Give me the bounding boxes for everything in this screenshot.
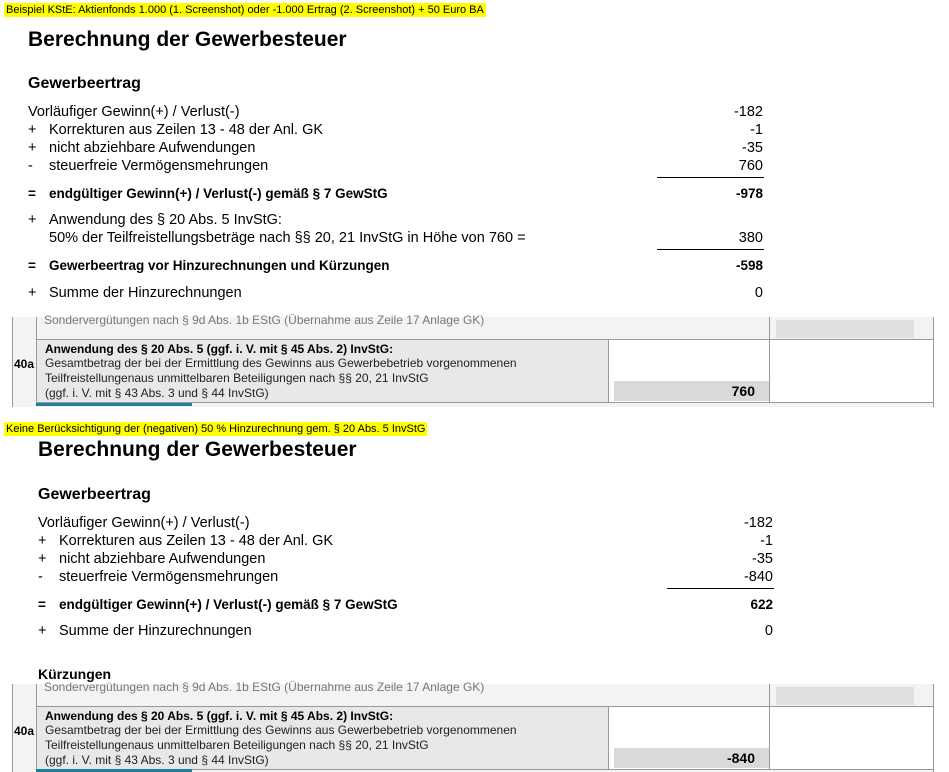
calc-row-total bbox=[38, 596, 778, 614]
row-label: 50% der Teilfreistellungsbeträge nach §§ 20, 21 InvStG in Höhe von 760 = bbox=[49, 230, 526, 246]
row-operator: = bbox=[38, 597, 46, 612]
page-title-2: Berechnung der Gewerbesteuer bbox=[38, 438, 357, 461]
row-value: 0 bbox=[764, 623, 773, 639]
row-operator: = bbox=[28, 186, 36, 201]
value-display: -840 bbox=[614, 748, 769, 768]
row-label: Anwendung des § 20 Abs. 5 InvStG: bbox=[49, 212, 282, 228]
row-operator: + bbox=[38, 551, 47, 567]
row-operator: - bbox=[28, 158, 33, 174]
row-operator: - bbox=[38, 569, 43, 585]
row-operator: + bbox=[28, 212, 37, 228]
form-line-text: (ggf. i. V. mit § 43 Abs. 3 und § 44 InvStG) bbox=[45, 386, 269, 400]
row-label: nicht abziehbare Aufwendungen bbox=[49, 140, 256, 156]
line-number: 40a bbox=[13, 357, 35, 371]
row-label: endgültiger Gewinn(+) / Verlust(-) gemäß § 7 GewStG bbox=[59, 597, 398, 612]
row-value: -182 bbox=[733, 104, 763, 120]
divider bbox=[769, 317, 770, 339]
form-line-text: Gesamtbetrag der bei der Ermittlung des Gewinns aus Gewerbebetrieb vorgenommenen bbox=[45, 723, 517, 737]
row-value: -598 bbox=[735, 258, 763, 273]
empty-field[interactable] bbox=[769, 706, 934, 770]
row-label: Vorläufiger Gewinn(+) / Verlust(-) bbox=[28, 104, 240, 120]
calc-row bbox=[28, 229, 768, 247]
empty-field[interactable] bbox=[769, 339, 934, 403]
row-operator: + bbox=[28, 285, 37, 301]
calc-row bbox=[38, 532, 778, 550]
calc-row bbox=[28, 121, 768, 139]
form-line-description bbox=[36, 339, 610, 403]
row-operator: + bbox=[38, 533, 47, 549]
calc-row-total bbox=[28, 257, 768, 275]
row-label: Summe der Hinzurechnungen bbox=[49, 285, 242, 301]
calc-row bbox=[28, 284, 768, 302]
divider bbox=[36, 317, 37, 339]
row-label: Vorläufiger Gewinn(+) / Verlust(-) bbox=[38, 515, 250, 531]
row-operator: + bbox=[38, 623, 47, 639]
calc-row bbox=[38, 622, 778, 640]
grey-cell bbox=[776, 320, 914, 338]
row-label: Korrekturen aus Zeilen 13 - 48 der Anl. GK bbox=[59, 533, 334, 549]
row-label: Korrekturen aus Zeilen 13 - 48 der Anl. GK bbox=[49, 122, 324, 138]
row-operator: + bbox=[28, 140, 37, 156]
form-line-text: Teilfreistellungenaus unmittelbaren Beteiligungen nach §§ 20, 21 InvStG bbox=[45, 371, 429, 385]
form-line-description bbox=[36, 706, 610, 770]
row-label: Summe der Hinzurechnungen bbox=[59, 623, 252, 639]
divider bbox=[36, 684, 37, 706]
row-value: -182 bbox=[743, 515, 773, 531]
progress-indicator bbox=[36, 403, 192, 406]
calc-row bbox=[28, 157, 768, 175]
calc-row-total bbox=[28, 185, 768, 203]
row-label: steuerfreie Vermögensmehrungen bbox=[59, 569, 279, 585]
form-line-text: (ggf. i. V. mit § 43 Abs. 3 und § 44 InvStG) bbox=[45, 753, 269, 767]
row-value: 380 bbox=[738, 230, 763, 246]
form-strip-2 bbox=[0, 680, 949, 772]
form-line-heading: Anwendung des § 20 Abs. 5 (ggf. i. V. mit § 45 Abs. 2) InvStG: bbox=[45, 709, 394, 723]
row-operator: + bbox=[28, 122, 37, 138]
calc-row bbox=[28, 103, 768, 121]
form-line-text: Gesamtbetrag der bei der Ermittlung des Gewinns aus Gewerbebetrieb vorgenommenen bbox=[45, 356, 517, 370]
row-label: endgültiger Gewinn(+) / Verlust(-) gemäß § 7 GewStG bbox=[49, 186, 388, 201]
calc-row bbox=[38, 514, 778, 532]
section-subtitle-1: Gewerbeertrag bbox=[28, 75, 141, 92]
row-operator: = bbox=[28, 258, 36, 273]
section-subtitle-2: Gewerbeertrag bbox=[38, 486, 151, 503]
row-value: -1 bbox=[750, 122, 763, 138]
divider bbox=[769, 684, 770, 706]
row-label: nicht abziehbare Aufwendungen bbox=[59, 551, 266, 567]
row-value: -35 bbox=[752, 551, 773, 567]
sum-rule bbox=[667, 588, 774, 589]
highlight-note-2: Keine Berücksichtigung der (negativen) 50 % Hinzurechnung gem. § 20 Abs. 5 InvStG bbox=[6, 423, 426, 435]
row-value: -978 bbox=[735, 186, 763, 201]
grey-cell bbox=[776, 687, 914, 705]
calc-row bbox=[38, 550, 778, 568]
value-display: 760 bbox=[614, 381, 769, 401]
row-value: -1 bbox=[760, 533, 773, 549]
cut-off-line: Sondervergütungen nach § 9d Abs. 1b EStG (Übernahme aus Zeile 17 Anlage GK) bbox=[44, 313, 485, 327]
form-line-text: Teilfreistellungenaus unmittelbaren Beteiligungen nach §§ 20, 21 InvStG bbox=[45, 738, 429, 752]
row-value: -840 bbox=[743, 569, 773, 585]
sum-rule bbox=[657, 177, 764, 178]
form-line-heading: Anwendung des § 20 Abs. 5 (ggf. i. V. mit § 45 Abs. 2) InvStG: bbox=[45, 342, 394, 356]
page-title-1: Berechnung der Gewerbesteuer bbox=[28, 28, 347, 51]
calc-row bbox=[38, 568, 778, 586]
form-strip-1 bbox=[0, 313, 949, 407]
line-number: 40a bbox=[13, 724, 35, 738]
row-value: -35 bbox=[742, 140, 763, 156]
calc-row bbox=[28, 139, 768, 157]
highlight-note-1: Beispiel KStE: Aktienfonds 1.000 (1. Screenshot) oder -1.000 Ertrag (2. Screenshot) + 50 Euro BA bbox=[6, 4, 484, 16]
row-label: Gewerbeertrag vor Hinzurechnungen und Kürzungen bbox=[49, 258, 390, 273]
cut-off-line: Sondervergütungen nach § 9d Abs. 1b EStG (Übernahme aus Zeile 17 Anlage GK) bbox=[44, 680, 485, 694]
row-value: 0 bbox=[754, 285, 763, 301]
row-value: 622 bbox=[750, 597, 773, 612]
row-label: steuerfreie Vermögensmehrungen bbox=[49, 158, 269, 174]
calc-row bbox=[28, 211, 768, 229]
kuerzungen-heading: Kürzungen bbox=[38, 666, 112, 682]
row-value: 760 bbox=[738, 158, 763, 174]
sum-rule bbox=[657, 249, 764, 250]
